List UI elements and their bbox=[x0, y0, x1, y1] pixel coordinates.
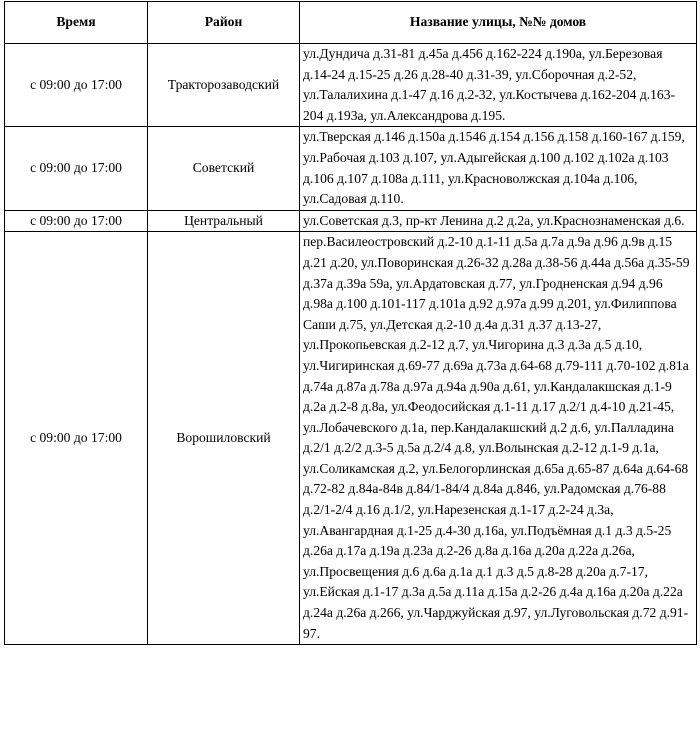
district-cell: Центральный bbox=[148, 210, 300, 232]
header-time: Время bbox=[5, 2, 148, 44]
table-row bbox=[5, 127, 697, 210]
outage-schedule-table bbox=[4, 1, 697, 645]
time-cell: с 09:00 до 17:00 bbox=[5, 210, 148, 232]
table-row bbox=[5, 232, 697, 645]
streets-cell: ул.Тверская д.146 д.150а д.1546 д.154 д.156 д.158 д.160-167 д.159, ул.Рабочая д.103 д.107, ул.Адыгейская д.100 д.102 д.102а д.103 д.106 д.107 д.108а д.111, ул.Красноволжская д.104а д.106, ул.Садовая д.110. bbox=[300, 127, 697, 210]
time-cell: с 09:00 до 17:00 bbox=[5, 232, 148, 645]
time-cell: с 09:00 до 17:00 bbox=[5, 127, 148, 210]
streets-cell: ул.Советская д.3, пр-кт Ленина д.2 д.2а, ул.Краснознаменская д.6. bbox=[300, 210, 697, 232]
table-row bbox=[5, 210, 697, 232]
district-cell: Советский bbox=[148, 127, 300, 210]
header-streets: Название улицы, №№ домов bbox=[300, 2, 697, 44]
streets-cell: ул.Дундича д.31-81 д.45а д.456 д.162-224 д.190а, ул.Березовая д.14-24 д.15-25 д.26 д.28-40 д.31-39, ул.Сборочная д.2-52, ул.Талалихина д.1-47 д.16 д.2-32, ул.Костычева д.162-204 д.163-204 д.193а, ул.Александрова д.195. bbox=[300, 44, 697, 127]
district-cell: Ворошиловский bbox=[148, 232, 300, 645]
district-cell: Тракторозаводский bbox=[148, 44, 300, 127]
table-row bbox=[5, 44, 697, 127]
streets-cell: пер.Василеостровский д.2-10 д.1-11 д.5а д.7а д.9а д.96 д.9в д.15 д.21 д.20, ул.Поворинская д.26-32 д.28а д.38-56 д.44а д.56а д.35-59 д.37а д.39а 59а, ул.Ардатовская д.77, ул.Гродненская д.94 д.96 д.98а д.100 д.101-117 д.101а д.92 д.97а д.99 д.201, ул.Филиппова Саши д.75, ул.Детская д.2-10 д.4а д.31 д.37 д.13-27, ул.Прокопьевская д.2-12 д.7, ул.Чигорина д.3 д.3а д.5 д.10, ул.Чигиринская д.69-77 д.69а д.73а д.64-68 д.79-111 д.70-102 д.81а д.74а д.87а д.78а д.97а д.94а д.90а д.61, ул.Кандалакшская д.1-9 д.2а д.2-8 д.8а, ул.Феодосийская д.1-11 д.17 д.2/1 д.4-10 д.21-45, ул.Лобачевского д.1а, пер.Кандалакшский д.2 д.6, ул.Палладина д.2/1 д.2/2 д.3-5 д.5а д.2/4 д.8, ул.Волынская д.2-12 д.1-9 д.1а, ул.Соликамская д.2, ул.Белогорлинская д.65а д.65-87 д.64а д.64-68 д.72-82 д.84а-84в д.84/1-84/4 д.84а д.846, ул.Радомская д.76-88 д.2/1-2/4 д.16 д.1/2, ул.Нарезенская д.1-17 д.2-24 д.3а, ул.Авангардная д.1-25 д.4-30 д.16а, ул.Подъёмная д.1 д.3 д.5-25 д.26а д.17а д.19а д.23а д.2-26 д.8а д.16а д.20а д.22а д.26а, ул.Просвещения д.6 д.6а д.1а д.1 д.3 д.5 д.8-28 д.20а д.7-17, ул.Ейская д.1-17 д.3а д.5а д.11а д.15а д.2-26 д.4а д.16а д.20а д.22а д.24а д.26а д.266, ул.Чарджуйская д.97, ул.Луговольская д.72 д.91-97. bbox=[300, 232, 697, 645]
header-district: Район bbox=[148, 2, 300, 44]
time-cell: с 09:00 до 17:00 bbox=[5, 44, 148, 127]
header-row bbox=[5, 2, 697, 44]
